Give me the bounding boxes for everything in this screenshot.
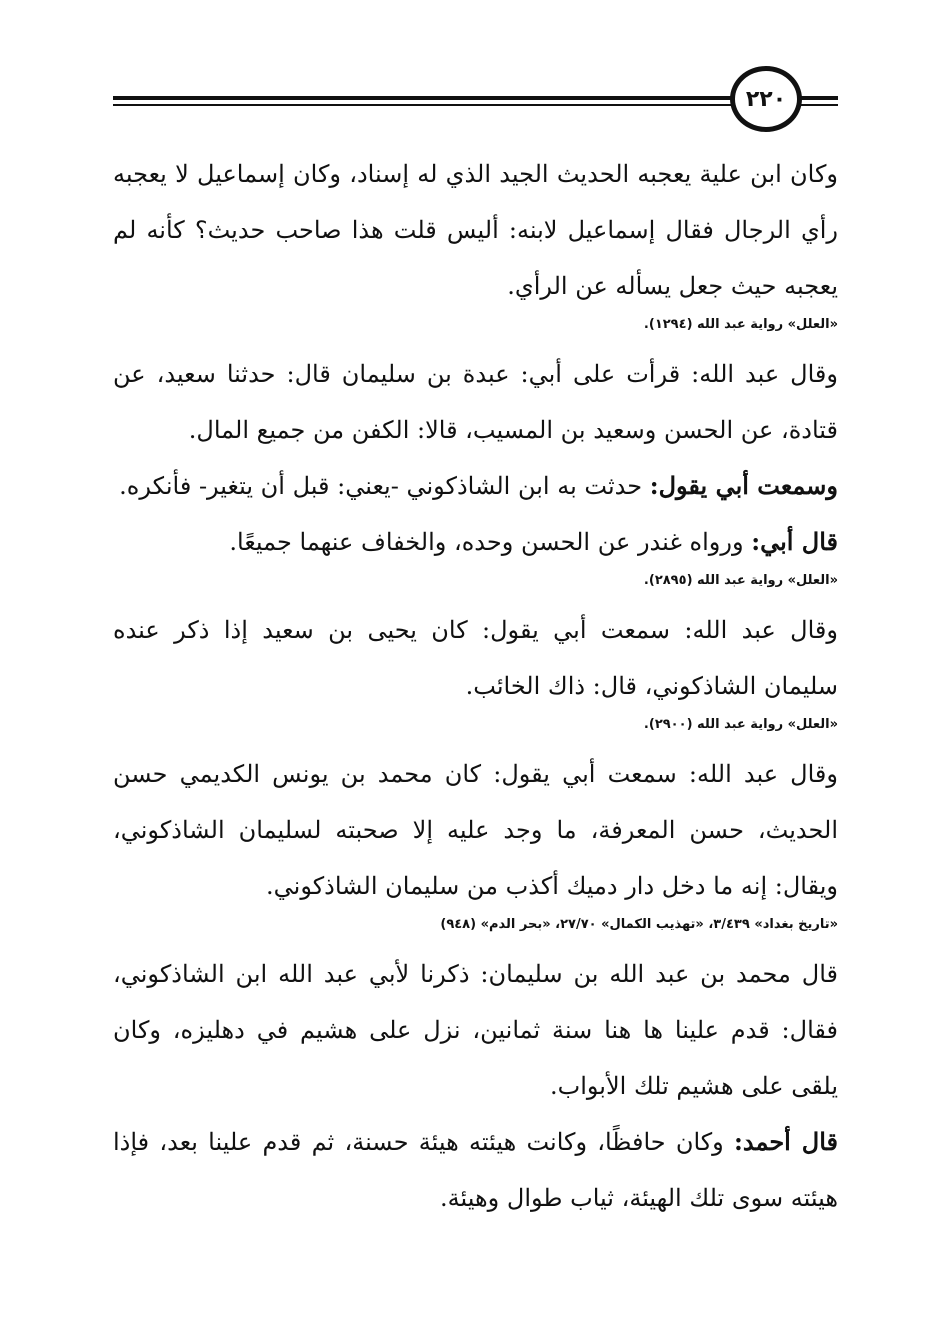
page-number: ٢٢٠ [730,66,802,132]
paragraph-4: قال أبي: ورواه غندر عن الحسن وحده، والخفاف عنهما جميعًا. [229,527,838,556]
paragraph-3: وسمعت أبي يقول: حدثت به ابن الشاذكوني -يعني: قبل أن يتغير- فأنكره. [119,471,838,500]
paragraph-1: وكان ابن علية يعجبه الحديث الجيد الذي له إسناد، وكان إسماعيل لا يعجبه رأي الرجال فقال إسماعيل لابنه: أليس قلت هذا صاحب حديث؟ كأنه لم يعجبه حيث جعل يسأله عن الرأي. [113,160,838,300]
paragraph-2: وقال عبد الله: قرأت على أبي: عبدة بن سليمان قال: حدثنا سعيد، عن قتادة، عن الحسن وسعيد بن المسيب، قالا: الكفن من جميع المال. [113,360,838,444]
source-citation-1: «العلل» رواية عبد الله (١٢٩٤). [643,317,838,332]
paragraph-6: وقال عبد الله: سمعت أبي يقول: كان محمد بن يونس الكديمي حسن الحديث، حسن المعرفة، ما وجد عليه إلا صحبته لسليمان الشاذكوني، ويقال: إنه ما دخل دار دميك أكذب من سليمان الشاذكوني. [113,760,838,900]
speaker-label: وسمعت أبي يقول: [649,471,838,500]
source-citation-4: «تاريخ بغداد» ٣/٤٣٩، «تهذيب الكمال» ٢٧/٧٠، «بحر الدم» (٩٤٨) [440,917,838,932]
speaker-label: قال أحمد: [734,1127,838,1156]
source-citation-3: «العلل» رواية عبد الله (٢٩٠٠). [643,717,838,732]
source-citation-2: «العلل» رواية عبد الله (٢٨٩٥). [643,573,838,588]
page-body [113,146,838,1226]
paragraph-8: قال أحمد: وكان حافظًا، وكانت هيئته هيئة حسنة، ثم قدم علينا بعد، فإذا هيئته سوى تلك الهيئة، ثياب طوال وهيئة. [113,1127,838,1212]
paragraph-5: وقال عبد الله: سمعت أبي يقول: كان يحيى بن سعيد إذا ذكر عنده سليمان الشاذكوني، قال: ذاك الخائب. [113,616,838,700]
header-rule-thin [113,104,838,106]
paragraph-7: قال محمد بن عبد الله بن سليمان: ذكرنا لأبي عبد الله ابن الشاذكوني، فقال: قدم علينا ها هنا سنة ثمانين، نزل على هشيم في دهليزه، وكان يلقى على هشيم تلك الأبواب. [113,960,838,1100]
speaker-label: قال أبي: [751,527,838,556]
